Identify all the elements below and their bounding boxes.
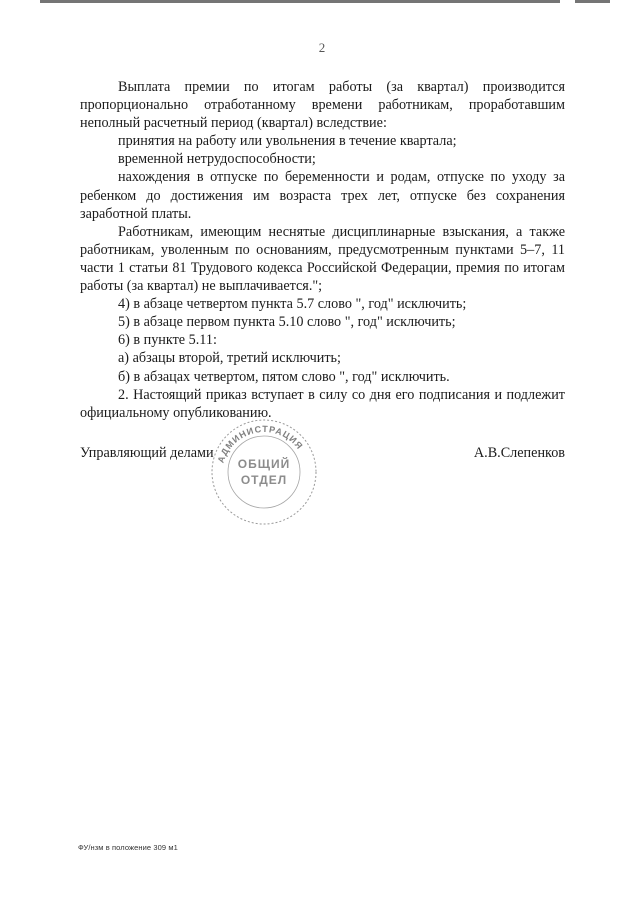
paragraph-item-6a: а) абзацы второй, третий исключить; [118, 350, 341, 367]
page-number: 2 [318, 40, 326, 55]
paragraph-item-6: 6) в пункте 5.11: [118, 332, 217, 349]
paragraph-item-5: 5) в абзаце первом пункта 5.10 слово ", год" исключить; [118, 314, 456, 331]
paragraph-temporary-disability: временной нетрудоспособности; [118, 151, 316, 168]
signatory-name: А.В.Слепенков [473, 445, 565, 461]
stamp-center-line1: ОБЩИЙ [237, 457, 291, 471]
paragraph-hiring-dismissal: принятия на работу или увольнения в течение квартала; [118, 133, 457, 150]
footer-note: ФУ/нзм в положение 309 м1 [78, 843, 178, 852]
stamp-ring-textpath: АДМИНИСТРАЦИЯ [215, 423, 306, 465]
paragraph-disciplinary: Работникам, имеющим неснятые дисциплинарные взыскания, а также работникам, уволенным по основаниям, предусмотренным пунктами 5–7, 11 части 1 статьи 81 Трудового кодекса Российской Федерации, премия по итогам работы (за квартал) не выплачивается."; [80, 223, 565, 295]
paragraph-item-4: 4) в абзаце четвертом пункта 5.7 слово ", год" исключить; [118, 296, 467, 313]
signatory-title: Управляющий делами [80, 445, 214, 461]
document-body [80, 78, 565, 422]
official-stamp [200, 414, 328, 526]
paragraph-bonus-payment: Выплата премии по итогам работы (за квартал) производится пропорционально отработанному времени работникам, проработавшим неполный расчетный период (квартал) вследствие: [80, 79, 565, 132]
paragraph-item-6b: б) в абзацах четвертом, пятом слово ", год" исключить. [118, 368, 450, 385]
paragraph-effective-date: 2. Настоящий приказ вступает в силу со дня его подписания и подлежит официальному опубликованию. [80, 386, 565, 421]
stamp-center-line2: ОТДЕЛ [240, 473, 288, 487]
top-border-line [0, 0, 640, 3]
paragraph-maternity-leave: нахождения в отпуске по беременности и родам, отпуске по уходу за ребенком до достижения им возраста трех лет, отпуске без сохранения заработной платы. [80, 169, 565, 222]
